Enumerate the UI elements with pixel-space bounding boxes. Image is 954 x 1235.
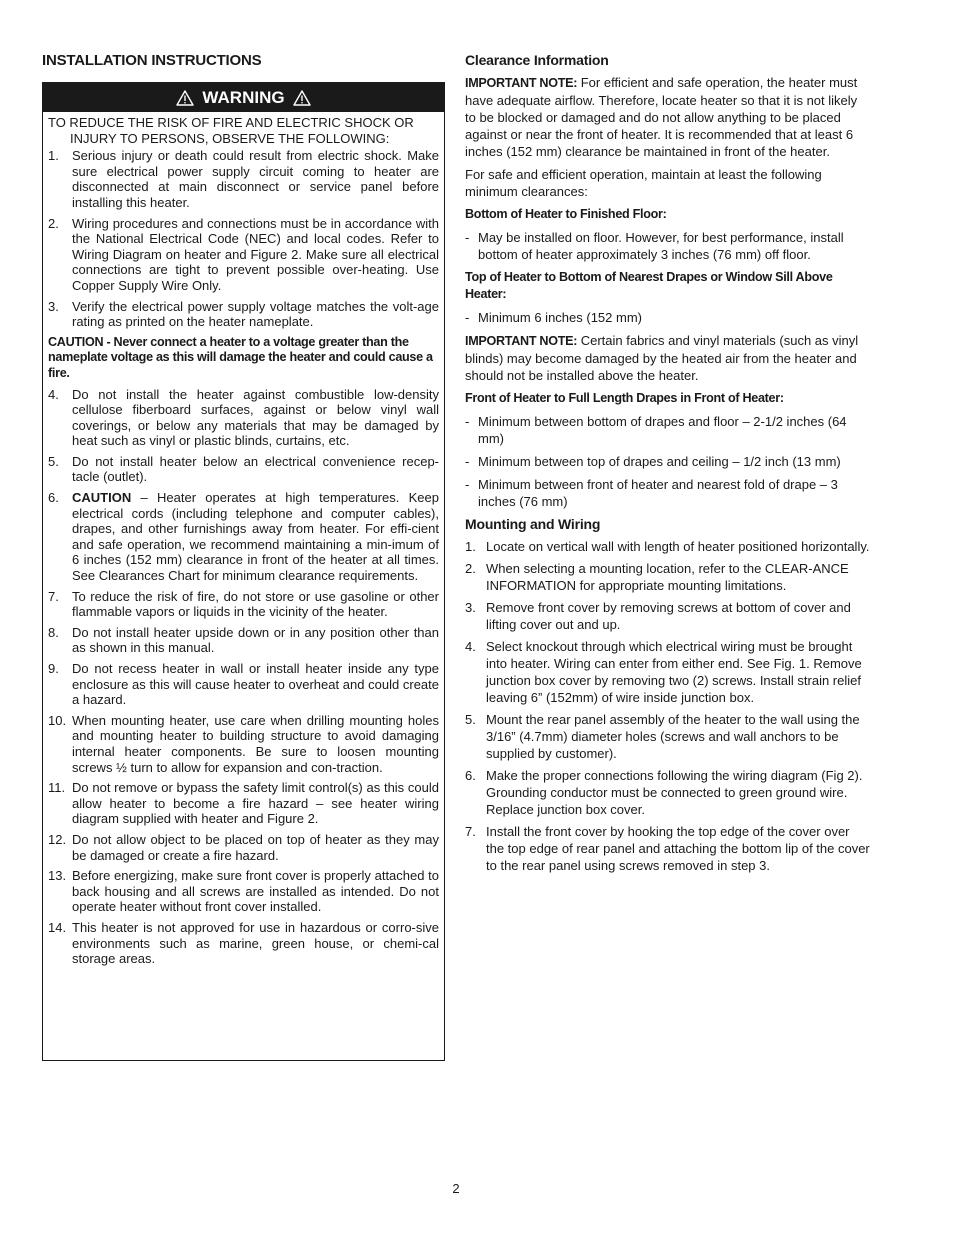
list-item: 3. Verify the electrical power supply voltage matches the volt-age rating as printed on the heater nameplate.	[48, 298, 439, 330]
list-item: - Minimum between front of heater and nearest fold of drape – 3 inches (76 mm)	[465, 477, 838, 509]
list-item: - Minimum between top of drapes and ceiling – 1/2 inch (13 mm)	[465, 454, 841, 469]
list-item: 12. Do not allow object to be placed on top of heater as they may be damaged or create a fire hazard.	[48, 831, 439, 863]
page-number: 2	[452, 1181, 460, 1196]
right-column	[465, 52, 871, 879]
list-item: 14. This heater is not approved for use in hazardous or corro-sive environments such as marine, green house, or chemi-cal storage areas.	[48, 919, 439, 967]
list-item: 6. Make the proper connections following the wiring diagram (Fig 2). Grounding conductor must be connected to green ground wire. Replace junction box cover.	[465, 768, 863, 817]
list-item: 1. Locate on vertical wall with length of heater positioned horizontally.	[465, 539, 870, 554]
list-item: 2. Wiring procedures and connections must be in accordance with the National Electrical Code (NEC) and local codes. Refer to Wiring Diagram on heater and Figure 2. Make sure all electrical connections are tight to prevent possible over-heating. Use Copper Supply Wire Only.	[48, 215, 439, 293]
warning-box	[42, 82, 445, 1061]
top-clearance-heading: Top of Heater to Bottom of Nearest Drapes or Window Sill Above Heater:	[465, 270, 833, 301]
list-item: 5. Mount the rear panel assembly of the heater to the wall using the 3/16” (4.7mm) diameter holes (screws and wall anchors to be supplied by customer).	[465, 712, 860, 761]
caution-paragraph: CAUTION - Never connect a heater to a voltage greater than the nameplate voltage as this will damage the heater and could cause a fire.	[48, 334, 433, 380]
list-item: 8. Do not install heater upside down or in any position other than as shown in this manual.	[48, 624, 439, 656]
list-item: 11. Do not remove or bypass the safety limit control(s) as this could allow heater to become a fire hazard – see heater wiring diagram supplied with heater and Figure 2.	[48, 780, 439, 827]
list-item: 7. To reduce the risk of fire, do not store or use gasoline or other flammable vapors or liquids in the vicinity of the heater.	[48, 588, 439, 620]
bottom-clearance-list	[465, 229, 871, 263]
warning-triangle-icon	[293, 90, 311, 106]
warning-header	[43, 83, 444, 112]
installation-instructions-title: INSTALLATION INSTRUCTIONS	[42, 52, 262, 69]
warning-list-a	[48, 148, 439, 330]
front-clearance-heading: Front of Heater to Full Length Drapes in Front of Heater:	[465, 391, 784, 405]
warning-intro: TO REDUCE THE RISK OF FIRE AND ELECTRIC SHOCK OR INJURY TO PERSONS, OBSERVE THE FOLLOWING:	[48, 115, 414, 146]
warning-list-b	[48, 387, 439, 967]
list-item: 5. Do not install heater below an electrical convenience recep-tacle (outlet).	[48, 453, 439, 485]
list-item: 10. When mounting heater, use care when drilling mounting holes and mounting heater to building structure to avoid damaging internal heater components. Be sure to loosen mounting screws ½ turn to allow for expansion and con-traction.	[48, 712, 439, 775]
list-item: 3. Remove front cover by removing screws at bottom of cover and lifting cover out and up.	[465, 600, 851, 632]
list-item: 4. Select knockout through which electrical wiring must be brought into heater. Wiring can enter from either end. See Fig. 1. Remove junction box cover by removing two (2) screws. Install strain relief leaving 6” (152mm) of wire inside junction box.	[465, 639, 862, 705]
clearance-section	[465, 74, 871, 510]
warning-triangle-icon	[176, 90, 194, 106]
clearance-information-title: Clearance Information	[465, 52, 609, 68]
list-item: 4. Do not install the heater against combustible low-density cellulose fiberboard surfaces, against or below vinyl wall coverings, or below any materials that may be damaged by heat such as vinyl or plastic blinds, curtains, etc.	[48, 386, 439, 449]
list-item: 6. CAUTION – Heater operates at high temperatures. Keep electrical cords (including telephone and computer cables), drapes, and other furnishings away from heater. For effi-cient and safe operation, we recommend maintaining a min-imum of 6 inches (152 mm) clearance in front of the heater at all times. See Clearances Chart for minimum clearance requirements.	[48, 490, 439, 584]
list-item: - May be installed on floor. However, for best performance, install bottom of heater approximately 3 inches (76 mm) off floor.	[465, 230, 844, 262]
warning-body	[43, 112, 444, 967]
minimum-clearances-intro: For safe and efficient operation, maintain at least the following minimum clearances:	[465, 167, 822, 199]
front-clearance-list	[465, 413, 871, 510]
important-note-airflow: IMPORTANT NOTE: For efficient and safe operation, the heater must have adequate airflow. Therefore, locate heater so that it is not likely to be blocked or damaged and do not allow anything to be placed against or near the front of heater. It is recommended that at least 6 inches (152 mm) clearance be maintained in front of the heater.	[465, 75, 858, 159]
important-note-label: IMPORTANT NOTE:	[465, 76, 578, 90]
mounting-wiring-title: Mounting and Wiring	[465, 516, 601, 532]
left-column	[42, 52, 445, 1061]
bottom-clearance-heading: Bottom of Heater to Finished Floor:	[465, 207, 667, 221]
important-note-label: IMPORTANT NOTE:	[465, 334, 578, 348]
list-item: 9. Do not recess heater in wall or install heater inside any type enclosure as this will cause heater to overheat and could create a hazard.	[48, 661, 439, 708]
list-item: - Minimum between bottom of drapes and floor – 2-1/2 inches (64 mm)	[465, 414, 847, 446]
list-item: 1. Serious injury or death could result from electric shock. Make sure electrical power supply circuit coming to heater are disconnected at main disconnect or service panel before installing this heater.	[48, 148, 439, 210]
list-item: 2. When selecting a mounting location, refer to the CLEAR-ANCE INFORMATION for appropriate mounting limitations.	[465, 561, 849, 593]
warning-label: WARNING	[202, 87, 285, 107]
list-item: 7. Install the front cover by hooking the top edge of the cover over the top edge of rear panel and attaching the bottom lip of the cover to the rear panel using screws removed in step 3.	[465, 824, 870, 873]
top-clearance-list	[465, 309, 871, 326]
mounting-list	[465, 538, 871, 874]
list-item: 13. Before energizing, make sure front cover is properly attached to back housing and all screws are installed as intended. Do not operate heater without front cover installed.	[48, 868, 439, 915]
list-item: - Minimum 6 inches (152 mm)	[465, 310, 642, 325]
caution-label: CAUTION	[72, 490, 132, 506]
important-note-fabrics: IMPORTANT NOTE: Certain fabrics and vinyl materials (such as vinyl blinds) may become damaged by the heated air from the heater and should not be installed above the heater.	[465, 333, 859, 383]
